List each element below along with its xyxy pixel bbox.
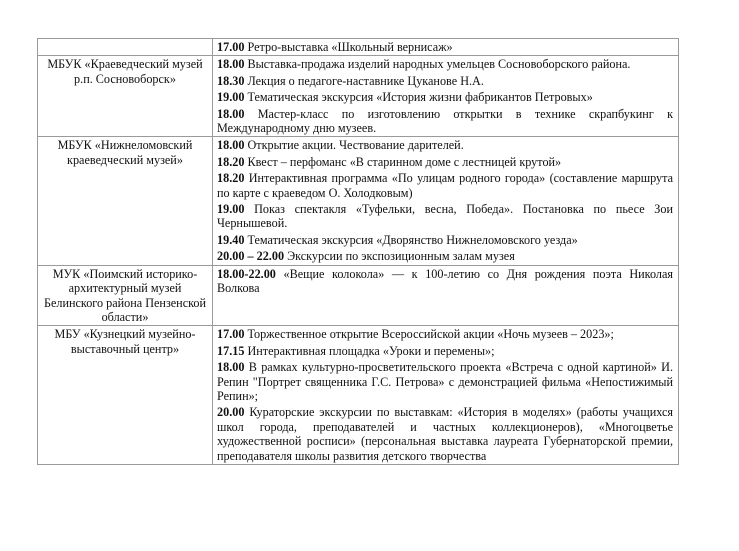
event-text: Кураторские экскурсии по выставкам: «История в моделях» (работы учащихся школ города, преподавателей и частных коллекционеров), «Многоцветье художественной росписи» (персональная выставка лауреата Губернаторской премии, преподавателя школы развития детского творчества [217, 405, 674, 463]
event-item [217, 155, 673, 169]
event-time: 17.15 [217, 343, 245, 358]
events-cell [213, 56, 679, 137]
event-item [217, 267, 673, 296]
event-item [217, 40, 673, 54]
event-text: Экскурсии по экспозиционным залам музея [287, 249, 515, 264]
event-text: Интерактивная площадка «Уроки и перемены»; [247, 343, 495, 358]
event-item [217, 233, 673, 247]
event-text: Лекция о педагоге-наставнике Цуканове Н.А. [247, 73, 484, 88]
event-item [217, 90, 673, 104]
event-text: Ретро-выставка «Школьный вернисаж» [247, 40, 453, 54]
event-item [217, 57, 673, 71]
event-time: 18.30 [217, 73, 245, 88]
event-text: Показ спектакля «Туфельки, весна, Победа». Постановка по пьесе Зои Чернышевой. [217, 202, 674, 231]
table-row [38, 326, 679, 465]
event-time: 18.00 [217, 106, 245, 121]
event-text: Интерактивная программа «По улицам родного города» (составление маршрута по карте с краеведом О. Холодковым) [217, 171, 673, 200]
event-item [217, 171, 673, 200]
event-time: 18.20 [217, 171, 245, 186]
event-item [217, 327, 673, 341]
event-text: В рамках культурно-просветительского проекта «Встреча с одной картиной» И. Репин "Портрет священника Г.С. Петрова» с демонстрацией фильма «Непостижимый Репин»; [217, 360, 674, 403]
event-text: Выставка-продажа изделий народных умельцев Сосновоборского района. [247, 57, 631, 72]
event-item [217, 74, 673, 88]
event-item [217, 405, 673, 463]
events-table-body [38, 39, 679, 465]
event-item [217, 107, 673, 136]
event-item [217, 344, 673, 358]
events-cell [213, 39, 679, 56]
organization-cell [38, 39, 213, 56]
event-text: Тематическая экскурсия «Дворянство Нижнеломовского уезда» [247, 232, 578, 247]
event-item [217, 249, 673, 263]
event-time: 18.00 [217, 360, 245, 375]
event-time: 18.00-22.00 [217, 266, 276, 281]
organization-cell: МБУК «Нижнеломовский краеведческий музей» [38, 137, 213, 265]
event-item [217, 138, 673, 152]
table-row [38, 265, 679, 326]
event-time: 17.00 [217, 40, 245, 54]
organization-cell: МБУК «Краеведческий музей р.п. Сосновоборск» [38, 56, 213, 137]
event-time: 19.00 [217, 202, 245, 217]
table-row [38, 56, 679, 137]
event-text: Тематическая экскурсия «История жизни фабрикантов Петровых» [247, 90, 593, 105]
events-cell [213, 326, 679, 465]
event-time: 17.00 [217, 327, 245, 342]
organization-cell: МБУ «Кузнецкий музейно-выставочный центр» [38, 326, 213, 465]
event-time: 20.00 – 22.00 [217, 249, 285, 264]
table-row [38, 137, 679, 265]
event-item [217, 360, 673, 403]
event-text: Квест – перфоманс «В старинном доме с лестницей крутой» [247, 154, 562, 169]
event-time: 18.00 [217, 138, 245, 153]
event-time: 19.40 [217, 232, 245, 247]
events-cell [213, 265, 679, 326]
event-item [217, 202, 673, 231]
event-time: 18.20 [217, 154, 245, 169]
event-time: 19.00 [217, 90, 245, 105]
events-cell [213, 137, 679, 265]
organization-cell: МУК «Поимский историко-архитектурный музей Белинского района Пензенской области» [38, 265, 213, 326]
event-time: 18.00 [217, 57, 245, 72]
event-text: Мастер-класс по изготовлению открытки в технике скрапбукинг к Международному дню музеев. [217, 106, 673, 136]
event-text: Открытие акции. Чествование дарителей. [247, 138, 464, 153]
events-table [37, 38, 679, 465]
event-text: «Вещие колокола» — к 100-летию со Дня рождения поэта Николая Волкова [217, 266, 674, 296]
event-text: Торжественное открытие Всероссийской акции «Ночь музеев – 2023»; [247, 327, 614, 342]
event-time: 20.00 [217, 405, 245, 420]
table-row [38, 39, 679, 56]
